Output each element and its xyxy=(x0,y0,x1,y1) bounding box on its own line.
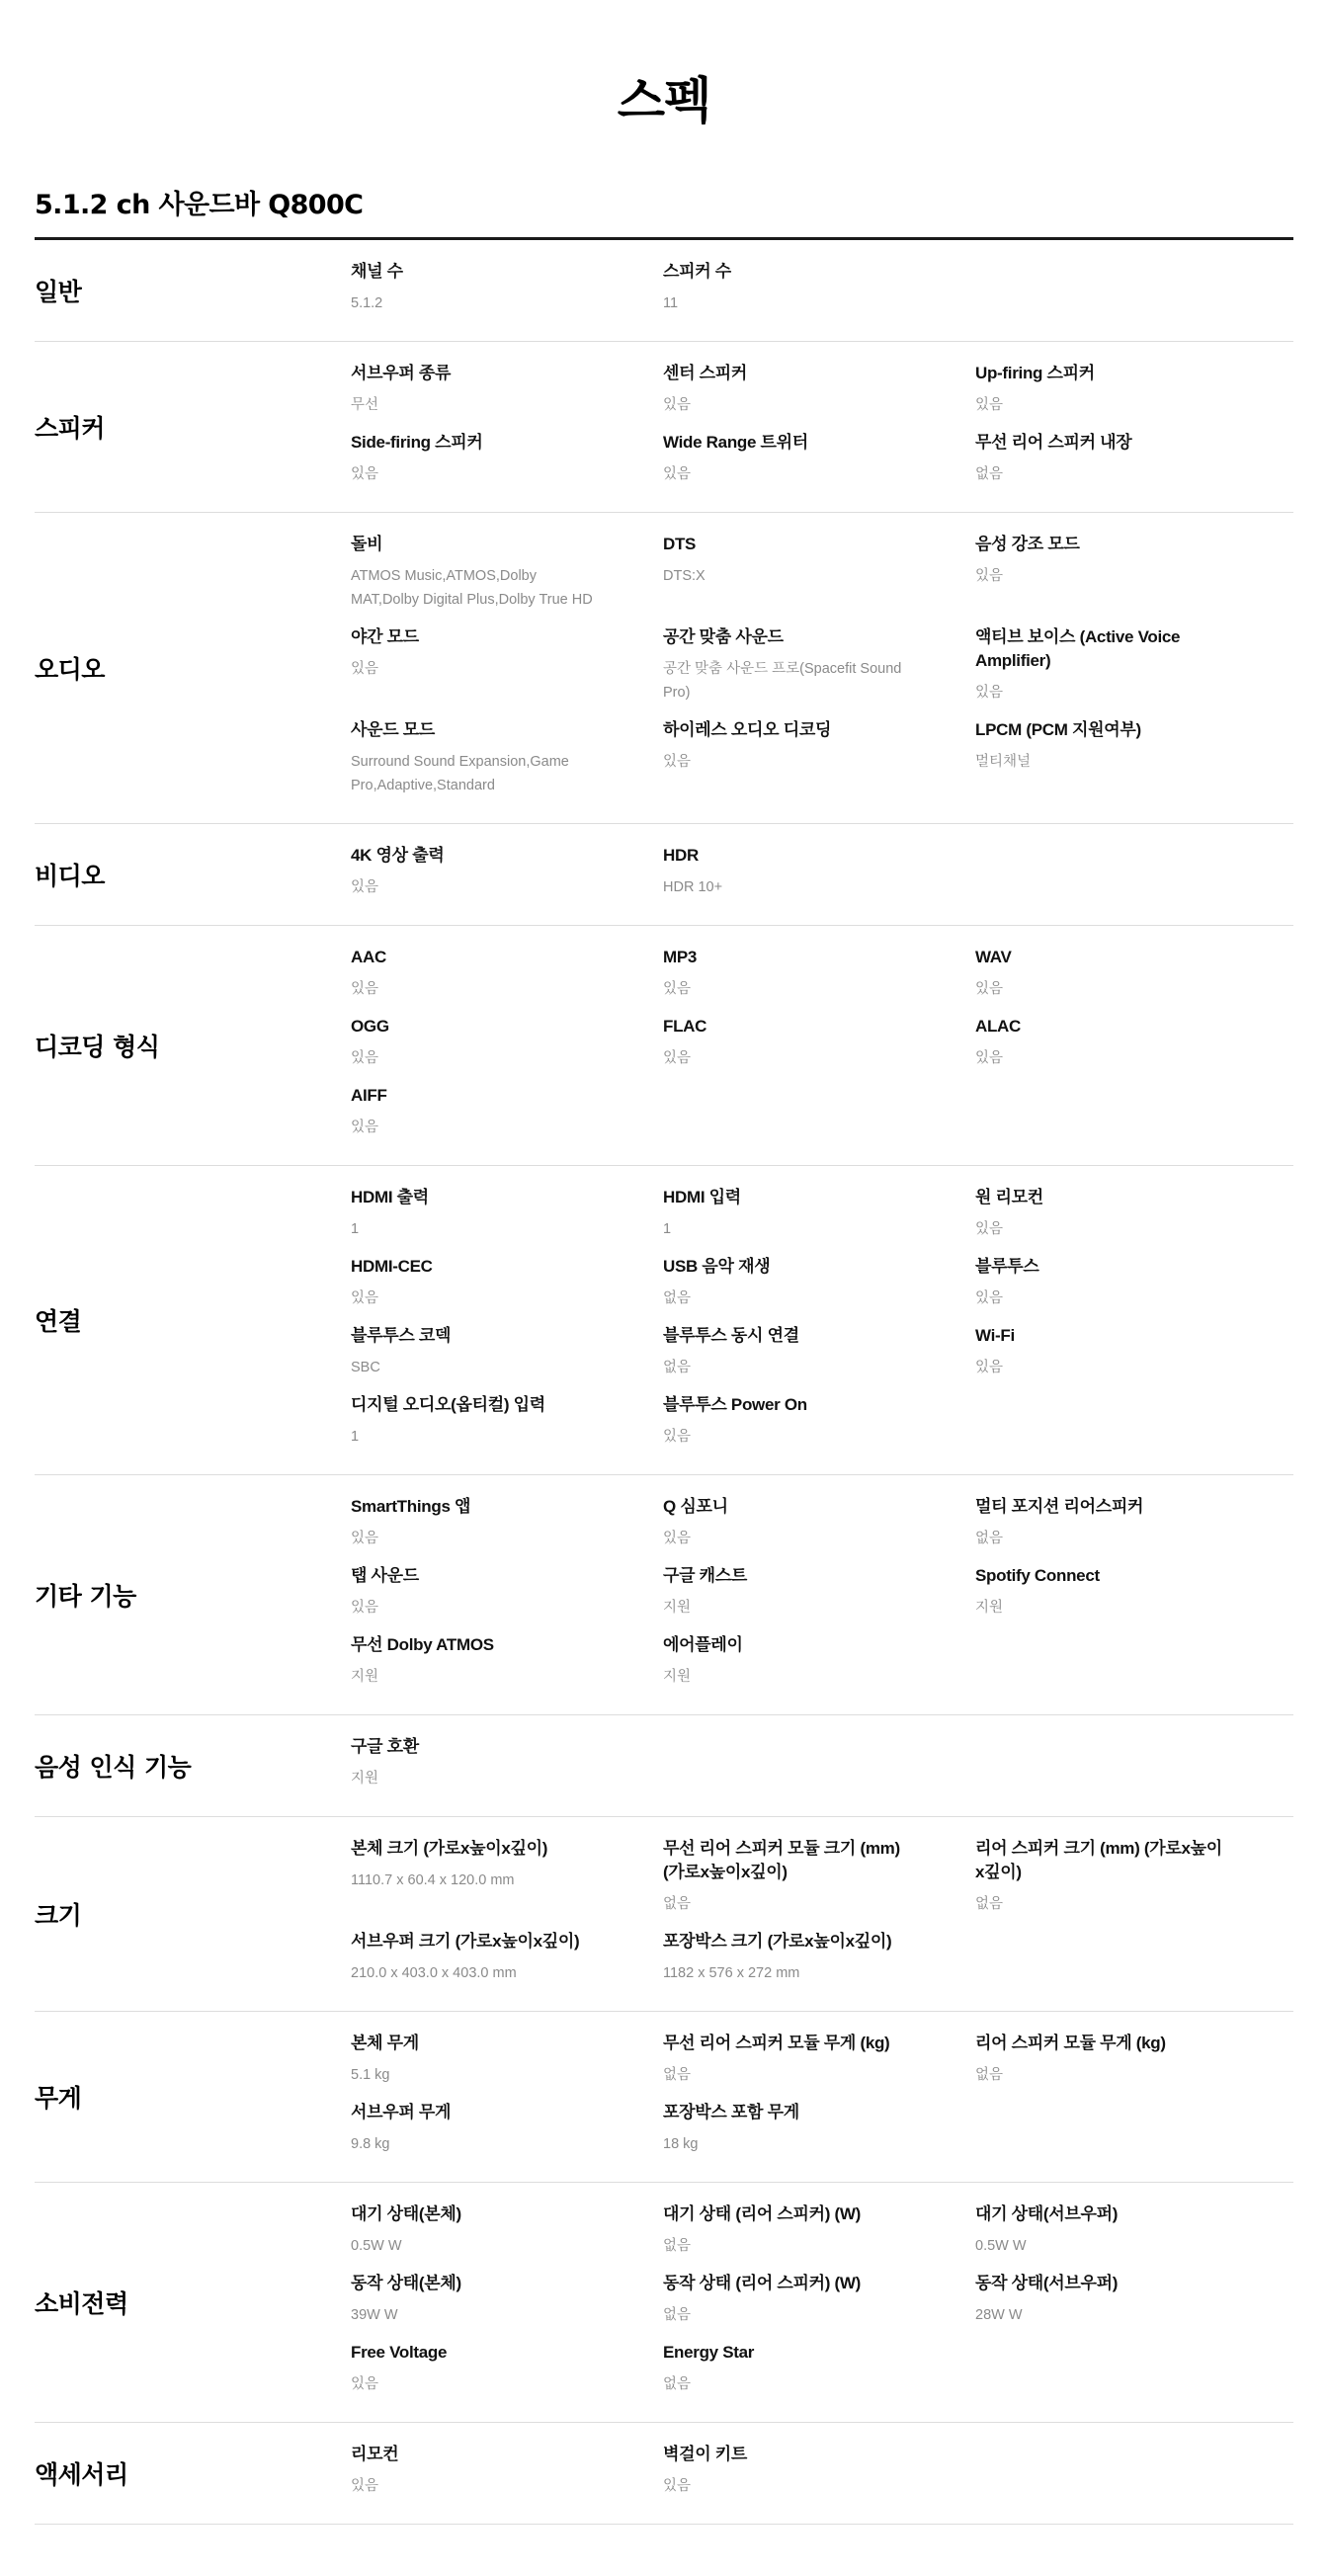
spec-item xyxy=(975,2202,1287,2258)
spec-label: Energy Star xyxy=(663,2343,755,2362)
spec-item xyxy=(351,1393,663,1449)
spec-item xyxy=(663,260,975,315)
spec-value: 없음 xyxy=(663,2376,692,2392)
spec-label: 센터 스피커 xyxy=(663,364,748,382)
spec-label: 서브우퍼 무게 xyxy=(351,2103,452,2121)
section-name: 액세서리 xyxy=(35,2460,128,2489)
spec-item xyxy=(663,533,975,612)
spec-item xyxy=(351,1735,663,1790)
spec-label: 서브우퍼 크기 (가로x높이x깊이) xyxy=(351,1932,580,1951)
spec-item xyxy=(663,946,975,1001)
spec-section xyxy=(35,342,1293,513)
section-name: 소비전력 xyxy=(35,2289,128,2318)
spec-label: 돌비 xyxy=(351,535,383,553)
spec-item xyxy=(351,2341,663,2396)
section-name: 기타 기능 xyxy=(35,1582,136,1611)
spec-item xyxy=(351,625,663,705)
spec-item xyxy=(975,1015,1287,1070)
spec-label: Wi-Fi xyxy=(975,1326,1015,1345)
spec-grid xyxy=(351,824,1293,925)
spec-label: 공간 맞춤 사운드 xyxy=(663,627,784,646)
spec-value: 1110.7 x 60.4 x 120.0 mm xyxy=(351,1872,515,1888)
spec-item xyxy=(351,1837,663,1916)
spec-item xyxy=(663,431,975,486)
spec-value: 있음 xyxy=(351,1120,379,1135)
spec-item xyxy=(351,362,663,417)
spec-label: 하이레스 오디오 디코딩 xyxy=(663,720,832,739)
spec-label: HDR xyxy=(663,846,699,865)
spec-label: Spotify Connect xyxy=(975,1566,1100,1585)
spec-value: Surround Sound Expansion,Game Pro,Adaptive,Standard xyxy=(351,754,569,793)
spec-label: 4K 영상 출력 xyxy=(351,846,445,865)
spec-item xyxy=(975,2032,1287,2087)
spec-value: 있음 xyxy=(351,2376,379,2392)
spec-label: 동작 상태 (리어 스피커) (W) xyxy=(663,2274,861,2292)
spec-value: 1182 x 576 x 272 mm xyxy=(663,1965,800,1981)
spec-label: Free Voltage xyxy=(351,2343,448,2362)
spec-label: 에어플레이 xyxy=(663,1635,743,1654)
spec-item xyxy=(975,1564,1287,1620)
spec-label: 본체 무게 xyxy=(351,2034,419,2052)
spec-value: 18 kg xyxy=(663,2136,699,2152)
spec-item xyxy=(351,1930,663,1985)
spec-item xyxy=(663,1255,975,1310)
spec-value: 있음 xyxy=(975,1360,1004,1375)
spec-label: 대기 상태(본체) xyxy=(351,2204,461,2223)
spec-label: 구글 호환 xyxy=(351,1737,419,1756)
spec-value: 공간 맞춤 사운드 프로(Spacefit Sound Pro) xyxy=(663,661,902,701)
spec-value: 있음 xyxy=(663,2478,692,2494)
spec-item xyxy=(663,844,975,899)
spec-sections xyxy=(35,240,1293,2525)
spec-item xyxy=(663,1930,975,1985)
spec-item xyxy=(663,2443,975,2498)
spec-label: Wide Range 트위터 xyxy=(663,433,808,452)
spec-value: HDR 10+ xyxy=(663,879,723,895)
spec-grid xyxy=(351,513,1293,823)
page-title: 스펙 xyxy=(617,72,711,129)
spec-value: 있음 xyxy=(975,981,1004,997)
spec-label: 사운드 모드 xyxy=(351,720,436,739)
spec-item xyxy=(351,260,663,315)
spec-value: 5.1.2 xyxy=(351,295,383,311)
spec-grid xyxy=(351,1475,1293,1714)
spec-value: 28W W xyxy=(975,2307,1023,2323)
spec-value: 0.5W W xyxy=(975,2238,1027,2254)
spec-value: 없음 xyxy=(663,2238,692,2254)
spec-label: 블루투스 동시 연결 xyxy=(663,1326,799,1345)
spec-item xyxy=(975,2272,1287,2327)
spec-grid xyxy=(351,240,1293,341)
spec-value: 있음 xyxy=(975,1221,1004,1237)
spec-item xyxy=(663,1837,975,1916)
spec-item xyxy=(663,1564,975,1620)
spec-grid xyxy=(351,926,1293,1165)
spec-label: 리어 스피커 크기 (mm) (가로x높이x깊이) xyxy=(975,1839,1222,1881)
spec-label: 리어 스피커 모듈 무게 (kg) xyxy=(975,2034,1166,2052)
spec-label: 무선 Dolby ATMOS xyxy=(351,1635,494,1654)
spec-value: 없음 xyxy=(663,1290,692,1306)
section-name: 일반 xyxy=(35,278,82,306)
spec-item xyxy=(351,844,663,899)
spec-label: DTS xyxy=(663,535,697,553)
spec-value: 있음 xyxy=(663,754,692,770)
spec-item xyxy=(351,1084,663,1139)
spec-value: 지원 xyxy=(351,1669,379,1685)
spec-item xyxy=(975,1837,1287,1916)
section-name: 음성 인식 기능 xyxy=(35,1753,192,1782)
spec-section xyxy=(35,2183,1293,2423)
spec-label: OGG xyxy=(351,1017,389,1036)
spec-label: USB 음악 재생 xyxy=(663,1257,771,1276)
spec-value: 없음 xyxy=(975,466,1004,482)
spec-label: HDMI 출력 xyxy=(351,1188,429,1206)
spec-section xyxy=(35,2423,1293,2525)
spec-label: 탭 사운드 xyxy=(351,1566,419,1585)
spec-label: 포장박스 포함 무게 xyxy=(663,2103,799,2121)
spec-item xyxy=(663,2202,975,2258)
spec-label: 리모컨 xyxy=(351,2445,399,2463)
spec-item xyxy=(351,718,663,797)
spec-grid xyxy=(351,2183,1293,2422)
spec-label: Q 심포니 xyxy=(663,1497,728,1516)
spec-value: 있음 xyxy=(663,1429,692,1445)
spec-value: 있음 xyxy=(351,1290,379,1306)
spec-item xyxy=(351,2443,663,2498)
section-name: 비디오 xyxy=(35,862,105,890)
spec-value: 9.8 kg xyxy=(351,2136,390,2152)
spec-item xyxy=(663,1324,975,1379)
spec-label: MP3 xyxy=(663,948,698,966)
spec-value: 있음 xyxy=(351,981,379,997)
spec-value: 없음 xyxy=(663,1360,692,1375)
spec-section xyxy=(35,1715,1293,1817)
spec-item xyxy=(975,625,1287,705)
spec-value: 무선 xyxy=(351,397,379,413)
spec-value: 멀티채널 xyxy=(975,754,1032,770)
spec-section xyxy=(35,926,1293,1166)
spec-item xyxy=(975,362,1287,417)
spec-item xyxy=(975,1324,1287,1379)
spec-label: 멀티 포지션 리어스피커 xyxy=(975,1497,1144,1516)
spec-item xyxy=(663,2101,975,2156)
spec-label: Up-firing 스피커 xyxy=(975,364,1095,382)
spec-value: 있음 xyxy=(663,1531,692,1546)
spec-label: SmartThings 앱 xyxy=(351,1497,471,1516)
spec-label: 원 리모컨 xyxy=(975,1188,1043,1206)
spec-section xyxy=(35,824,1293,926)
spec-value: 11 xyxy=(663,295,679,311)
spec-label: 동작 상태(서브우퍼) xyxy=(975,2274,1119,2292)
spec-label: 무선 리어 스피커 모듈 크기 (mm) (가로x높이x깊이) xyxy=(663,1839,900,1881)
spec-section xyxy=(35,240,1293,342)
spec-label: 채널 수 xyxy=(351,262,403,281)
spec-label: HDMI 입력 xyxy=(663,1188,741,1206)
spec-item xyxy=(663,718,975,797)
spec-label: 동작 상태(본체) xyxy=(351,2274,461,2292)
spec-label: 스피커 수 xyxy=(663,262,731,281)
spec-item xyxy=(351,1186,663,1241)
spec-grid xyxy=(351,2423,1293,2524)
spec-grid xyxy=(351,2012,1293,2182)
spec-item xyxy=(351,946,663,1001)
section-name: 크기 xyxy=(35,1901,82,1930)
spec-label: 무선 리어 스피커 모듈 무게 (kg) xyxy=(663,2034,890,2052)
spec-label: 야간 모드 xyxy=(351,627,419,646)
spec-value: 없음 xyxy=(663,2067,692,2083)
spec-value: 있음 xyxy=(351,1531,379,1546)
spec-item xyxy=(975,533,1287,612)
spec-value: 있음 xyxy=(351,466,379,482)
spec-grid xyxy=(351,1715,1293,1816)
spec-item xyxy=(663,1633,975,1689)
spec-label: ALAC xyxy=(975,1017,1022,1036)
spec-item xyxy=(663,1015,975,1070)
spec-value: SBC xyxy=(351,1360,380,1375)
spec-item xyxy=(351,2272,663,2327)
spec-item xyxy=(663,362,975,417)
product-title: 5.1.2 ch 사운드바 Q800C xyxy=(35,188,1293,240)
spec-value: 39W W xyxy=(351,2307,398,2323)
spec-item xyxy=(351,533,663,612)
spec-item xyxy=(351,2032,663,2087)
spec-value: 있음 xyxy=(975,1290,1004,1306)
spec-grid xyxy=(351,342,1293,512)
spec-label: WAV xyxy=(975,948,1012,966)
spec-label: 블루투스 xyxy=(975,1257,1039,1276)
section-name: 오디오 xyxy=(35,655,105,684)
spec-item xyxy=(663,2272,975,2327)
spec-label: 포장박스 크기 (가로x높이x깊이) xyxy=(663,1932,892,1951)
spec-item xyxy=(975,1495,1287,1550)
spec-value: 1 xyxy=(351,1429,360,1445)
spec-label: 디지털 오디오(옵티컬) 입력 xyxy=(351,1395,545,1414)
spec-section xyxy=(35,1166,1293,1475)
spec-value: 지원 xyxy=(975,1600,1004,1616)
spec-section xyxy=(35,1475,1293,1715)
spec-value: ATMOS Music,ATMOS,Dolby MAT,Dolby Digital Plus,Dolby True HD xyxy=(351,568,593,608)
spec-label: 무선 리어 스피커 내장 xyxy=(975,433,1132,452)
spec-item xyxy=(351,431,663,486)
spec-item xyxy=(975,1255,1287,1310)
spec-value: 1 xyxy=(351,1221,360,1237)
spec-label: AAC xyxy=(351,948,386,966)
spec-value: 없음 xyxy=(975,2067,1004,2083)
spec-label: FLAC xyxy=(663,1017,707,1036)
spec-label: 대기 상태(서브우퍼) xyxy=(975,2204,1119,2223)
spec-grid xyxy=(351,1166,1293,1474)
spec-item xyxy=(975,946,1287,1001)
spec-item xyxy=(975,431,1287,486)
spec-value: 있음 xyxy=(663,1050,692,1066)
spec-value: 있음 xyxy=(351,661,379,677)
spec-item xyxy=(975,1186,1287,1241)
spec-value: 지원 xyxy=(351,1771,379,1787)
spec-grid xyxy=(351,1817,1293,2011)
spec-label: 본체 크기 (가로x높이x깊이) xyxy=(351,1839,548,1858)
section-name: 연결 xyxy=(35,1307,82,1336)
spec-item xyxy=(663,1186,975,1241)
spec-item xyxy=(663,2032,975,2087)
spec-label: AIFF xyxy=(351,1086,387,1105)
spec-value: 없음 xyxy=(975,1531,1004,1546)
spec-value: 있음 xyxy=(975,1050,1004,1066)
spec-label: 벽걸이 키트 xyxy=(663,2445,748,2463)
spec-item xyxy=(663,625,975,705)
spec-label: 대기 상태 (리어 스피커) (W) xyxy=(663,2204,861,2223)
spec-value: 있음 xyxy=(975,397,1004,413)
spec-value: 없음 xyxy=(663,1896,692,1912)
spec-label: 블루투스 코덱 xyxy=(351,1326,452,1345)
spec-item xyxy=(351,2101,663,2156)
spec-value: 지원 xyxy=(663,1600,692,1616)
spec-value: DTS:X xyxy=(663,568,706,584)
spec-label: 블루투스 Power On xyxy=(663,1395,807,1414)
spec-value: 지원 xyxy=(663,1669,692,1685)
spec-item xyxy=(351,1015,663,1070)
spec-item xyxy=(663,2341,975,2396)
spec-item xyxy=(351,1564,663,1620)
section-name: 디코딩 형식 xyxy=(35,1033,160,1061)
spec-value: 있음 xyxy=(975,568,1004,584)
spec-value: 있음 xyxy=(663,981,692,997)
section-name: 무게 xyxy=(35,2084,82,2113)
spec-item xyxy=(351,1255,663,1310)
spec-item xyxy=(351,1633,663,1689)
spec-section xyxy=(35,513,1293,824)
spec-item xyxy=(351,1324,663,1379)
spec-value: 있음 xyxy=(351,1600,379,1616)
spec-label: 구글 캐스트 xyxy=(663,1566,748,1585)
section-name: 스피커 xyxy=(35,414,105,443)
spec-section xyxy=(35,1817,1293,2012)
spec-item xyxy=(663,1393,975,1449)
spec-value: 210.0 x 403.0 x 403.0 mm xyxy=(351,1965,517,1981)
spec-label: Side-firing 스피커 xyxy=(351,433,483,452)
spec-value: 5.1 kg xyxy=(351,2067,390,2083)
spec-label: 서브우퍼 종류 xyxy=(351,364,452,382)
spec-value: 있음 xyxy=(663,397,692,413)
spec-value: 있음 xyxy=(351,1050,379,1066)
spec-value: 있음 xyxy=(663,466,692,482)
spec-value: 있음 xyxy=(351,879,379,895)
spec-label: HDMI-CEC xyxy=(351,1257,433,1276)
spec-value: 0.5W W xyxy=(351,2238,402,2254)
spec-value: 없음 xyxy=(975,1896,1004,1912)
spec-item xyxy=(351,2202,663,2258)
spec-item xyxy=(975,718,1287,797)
spec-item xyxy=(351,1495,663,1550)
spec-section xyxy=(35,2012,1293,2183)
spec-value: 없음 xyxy=(663,2307,692,2323)
spec-value: 있음 xyxy=(351,2478,379,2494)
spec-label: LPCM (PCM 지원여부) xyxy=(975,720,1141,739)
spec-label: 액티브 보이스 (Active Voice Amplifier) xyxy=(975,627,1181,670)
spec-item xyxy=(663,1495,975,1550)
spec-value: 있음 xyxy=(975,685,1004,701)
spec-label: 음성 강조 모드 xyxy=(975,535,1080,553)
spec-value: 1 xyxy=(663,1221,672,1237)
